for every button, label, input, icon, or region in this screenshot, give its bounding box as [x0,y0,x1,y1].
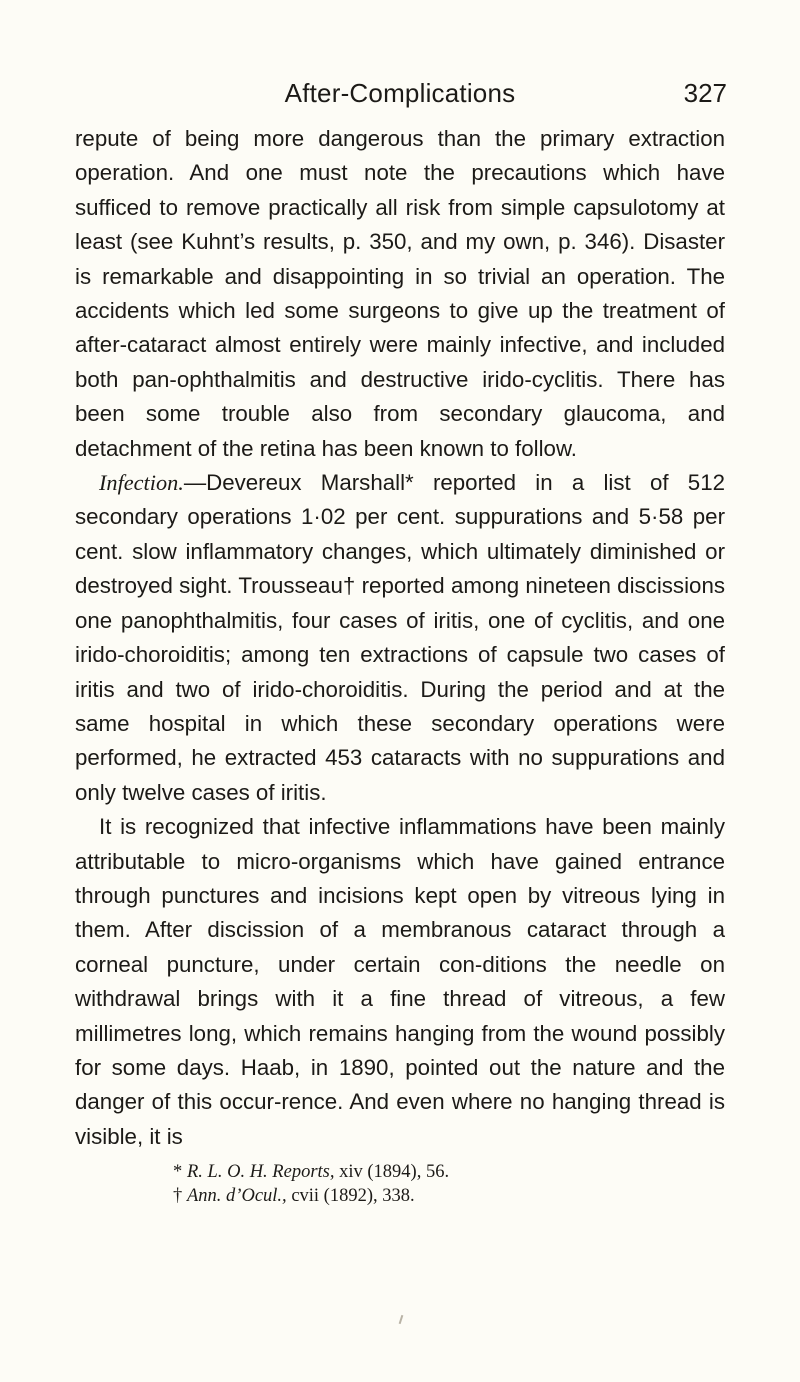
footnote-detail: xiv (1894), 56. [334,1162,450,1183]
footnote-2 [173,1184,725,1208]
footnote-source: Ann. d’Ocul., [187,1186,287,1207]
footnote-detail: cvii (1892), 338. [286,1186,415,1207]
paragraph-1: repute of being more dangerous than the primary extraction operation. And one must note the precautions which have sufficed to remove practically all risk from simple capsulotomy at least (see Kuhnt’s results, p. 350, and my own, p. 346). Disaster is remarkable and disappointing in so trivial an operation. The accidents which led some surgeons to give up the treatment of after-cataract almost entirely were mainly infective, and included both pan-ophthalmitis and destructive irido-cyclitis. There has been some trouble also from secondary glaucoma, and detachment of the retina has been known to follow. [75,126,725,461]
running-head-title: After-Complications [284,78,516,108]
paragraph-3: It is recognized that infective inflammations have been mainly attributable to micro-organisms which have gained entrance through punctures and incisions kept open by vitreous lying in them. After discission of a membranous cataract through a corneal puncture, under certain con-ditions the needle on withdrawal brings with it a fine thread of vitreous, a few millimetres long, which remains hanging from the wound possibly for some days. Haab, in 1890, pointed out the nature and the danger of this occur-rence. And even where no hanging thread is visible, it is [75,814,725,1149]
page-header [75,78,725,116]
footnote-1 [173,1160,725,1184]
paragraph-2 [75,466,725,810]
page-number: 327 [683,78,727,108]
paragraph-2-text: —Devereux Marshall* reported in a list of 512 secondary operations 1·02 per cent. suppurations and 5·58 per cent. slow inflammatory changes, which ultimately diminished or destroyed sight. Trousseau† reported among nineteen discissions one panophthalmitis, four cases of iritis, one of cyclitis, and one irido-choroiditis; among ten extractions of capsule two cases of iritis and two of irido-choroiditis. During the period and at the same hospital in which these secondary operations were performed, he extracted 453 cataracts with no suppurations and only twelve cases of iritis. [75,470,725,805]
stray-ink-mark [399,1315,404,1324]
footnote-mark: * [173,1162,183,1183]
footnotes [75,1160,725,1208]
body-text [75,122,725,1154]
footnote-source: R. L. O. H. Reports, [187,1162,335,1183]
book-page [75,78,725,1208]
footnote-mark: † [173,1186,183,1207]
section-heading-infection: Infection. [99,470,184,496]
